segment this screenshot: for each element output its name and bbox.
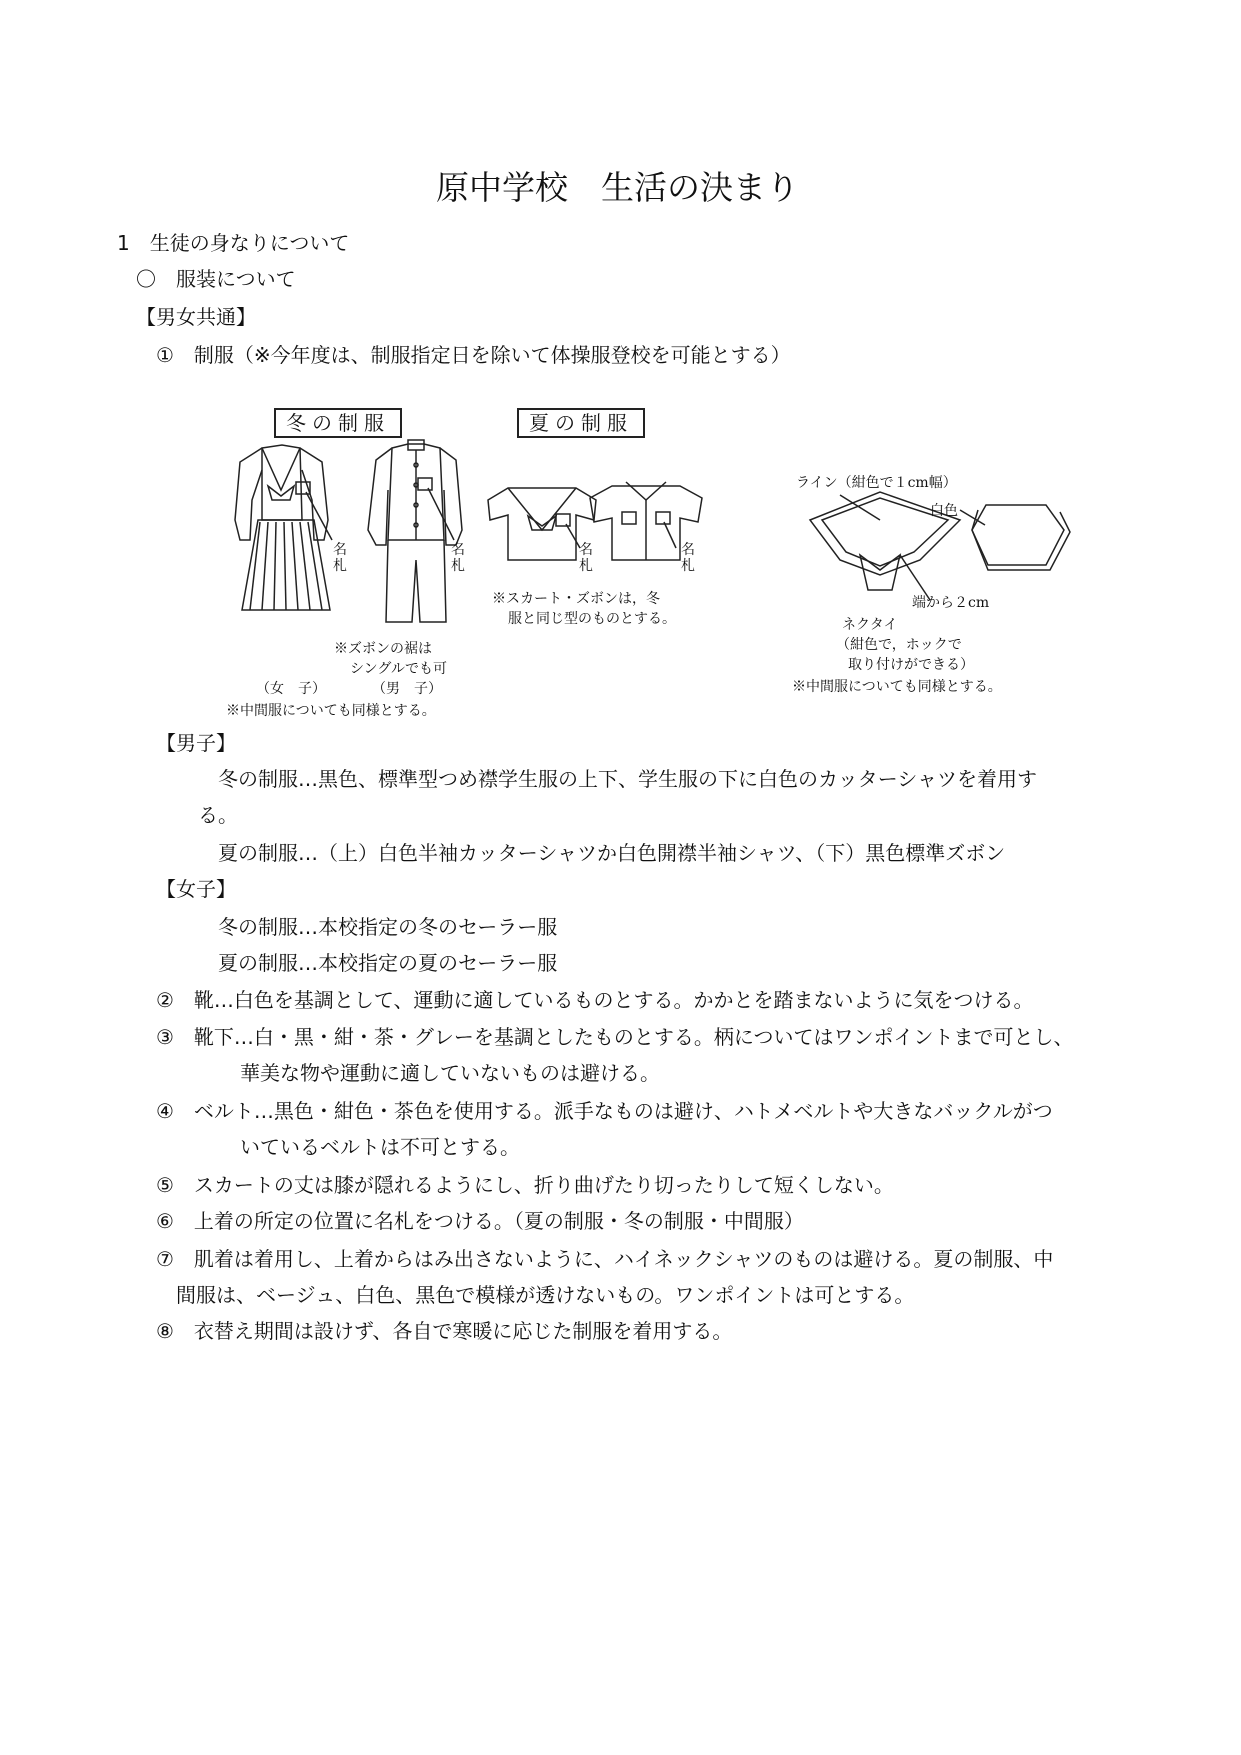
rule-3-line1: ③ 靴下…白・黒・紺・茶・グレーを基調としたものとする。柄についてはワンポイントまで可とし、: [156, 1025, 1074, 1049]
mid-season-note-2: ※中間服についても同様とする。: [792, 679, 1002, 695]
rule-1: ① 制服（※今年度は、制服指定日を除いて体操服登校を可能とする）: [156, 343, 791, 367]
rule-6: ⑥ 上着の所定の位置に名札をつける。（夏の制服・冬の制服・中間服）: [156, 1209, 804, 1233]
nametag-girl-winter: 名札: [333, 542, 347, 574]
boys-summer: 夏の制服…（上）白色半袖カッターシャツか白色開襟半袖シャツ、（下）黒色標準ズボン: [218, 841, 1006, 865]
rule-8: ⑧ 衣替え期間は設けず、各自で寒暖に応じた制服を着用する。: [156, 1319, 733, 1343]
common-heading: 【男女共通】: [136, 305, 256, 329]
summer-note-2: 服と同じ型のものとする。: [508, 611, 676, 627]
subsection-heading: 〇 服装について: [136, 267, 296, 291]
necktie-label: ネクタイ: [842, 617, 898, 633]
nametag-girl-summer: 名札: [579, 542, 593, 574]
trousers-note-2: シングルでも可: [350, 661, 447, 677]
girls-summer: 夏の制服…本校指定の夏のセーラー服: [218, 951, 558, 975]
necktie-note-2: 取り付けができる）: [848, 657, 974, 673]
mid-season-note: ※中間服についても同様とする。: [226, 703, 436, 719]
boy-winter-uniform-drawing: [368, 440, 462, 622]
collar-edge-label: 端から２cm: [912, 595, 990, 611]
nametag-boy-winter: 名札: [451, 542, 465, 574]
rule-4-line2: いているベルトは不可とする。: [240, 1135, 520, 1159]
rule-2: ② 靴…白色を基調として、運動に適しているものとする。かかとを踏まないように気をつける。: [156, 988, 1034, 1012]
collar-line-label: ライン（紺色で１cm幅）: [796, 475, 957, 491]
summer-note-1: ※スカート・ズボンは，冬: [492, 591, 660, 607]
rule-4-line1: ④ ベルト…黒色・紺色・茶色を使用する。派手なものは避け、ハトメベルトや大きなバックルがつ: [156, 1099, 1053, 1123]
rule-7-line2: 間服は、ベージュ、白色、黒色で模様が透けないもの。ワンポイントは可とする。: [176, 1283, 915, 1307]
trousers-note-1: ※ズボンの裾は: [334, 641, 432, 657]
boys-winter-line1: 冬の制服…黒色、標準型つめ襟学生服の上下、学生服の下に白色のカッターシャツを着用す: [218, 767, 1037, 791]
summer-uniform-label: 夏の制服: [517, 408, 645, 438]
rule-5: ⑤ スカートの丈は膝が隠れるようにし、折り曲げたり切ったりして短くしない。: [156, 1173, 894, 1197]
rule-7-line1: ⑦ 肌着は着用し、上着からはみ出さないように、ハイネックシャツのものは避ける。夏の制服、中: [156, 1247, 1054, 1271]
page-title: 原中学校 生活の決まり: [436, 168, 799, 207]
girl-label: （女 子）: [256, 681, 326, 697]
boys-heading: 【男子】: [156, 731, 236, 755]
necktie-note-1: （紺色で，ホックで: [836, 637, 962, 653]
rule-3-line2: 華美な物や運動に適していないものは避ける。: [240, 1061, 660, 1085]
girl-winter-uniform-drawing: [235, 445, 332, 610]
collar-white-label: 白色: [930, 503, 958, 519]
boys-winter-line2: る。: [198, 803, 238, 827]
nametag-boy-summer: 名札: [681, 542, 695, 574]
uniform-illustration: [0, 0, 1241, 740]
girls-heading: 【女子】: [156, 877, 236, 901]
boy-label: （男 子）: [372, 681, 442, 697]
girls-winter: 冬の制服…本校指定の冬のセーラー服: [218, 915, 558, 939]
section-heading: 1 生徒の身なりについて: [117, 231, 350, 255]
winter-uniform-label: 冬の制服: [274, 408, 402, 438]
